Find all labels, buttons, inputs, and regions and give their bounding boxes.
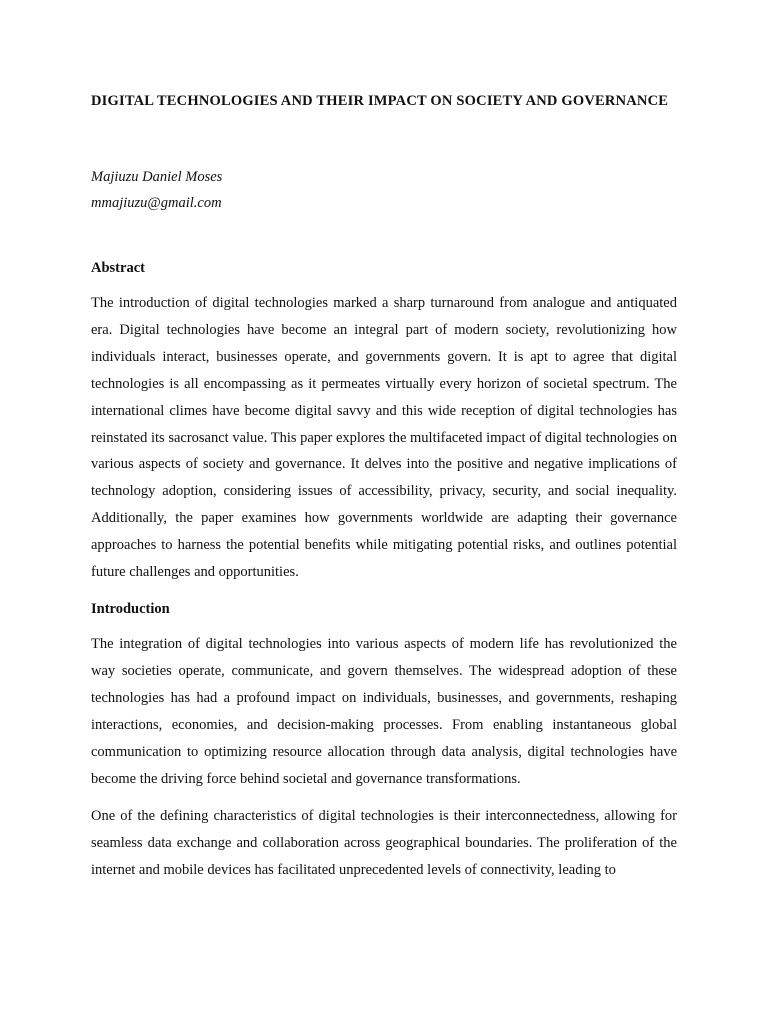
introduction-paragraph-2: One of the defining characteristics of digital technologies is their interconnectedness, allowing for seamless data exchange and collaboration across geographical boundaries. The proliferation of the internet and mobile devices has facilitated unprecedented levels of connectivity, leading to [91, 807, 677, 878]
paper-title: DIGITAL TECHNOLOGIES AND THEIR IMPACT ON SOCIETY AND GOVERNANCE [91, 93, 669, 109]
abstract-text: The introduction of digital technologies marked a sharp turnaround from analogue and antiquated era. Digital technologies have become an integral part of modern society, revolutionizing how individuals interact, businesses operate, and governments govern. It is apt to agree that digital technologies is all encompassing as it permeates virtually every horizon of societal spectrum. The international climes have become digital savvy and this wide reception of digital technologies has reinstated its sacrosanct value. This paper explores the multifaceted impact of digital technologies on various aspects of society and governance. It delves into the positive and negative implications of technology adoption, considering issues of accessibility, privacy, security, and social inequality. Additionally, the paper examines how governments worldwide are adapting their governance approaches to harness the potential benefits while mitigating potential risks, and outlines potential future challenges and opportunities. [91, 295, 677, 581]
abstract-heading: Abstract [91, 259, 145, 276]
introduction-heading: Introduction [91, 600, 170, 617]
page-content [91, 88, 677, 884]
author-email: mmajiuzu@gmail.com [91, 195, 222, 211]
introduction-paragraph-1: The integration of digital technologies into various aspects of modern life has revolutionized the way societies operate, communicate, and govern themselves. The widespread adoption of these technologies has had a profound impact on individuals, businesses, and governments, reshaping interactions, economies, and decision-making processes. From enabling instantaneous global communication to optimizing resource allocation through data analysis, digital technologies have become the driving force behind societal and governance transformations. [91, 636, 677, 787]
author-name: Majiuzu Daniel Moses [91, 168, 223, 185]
author-block [91, 164, 677, 217]
